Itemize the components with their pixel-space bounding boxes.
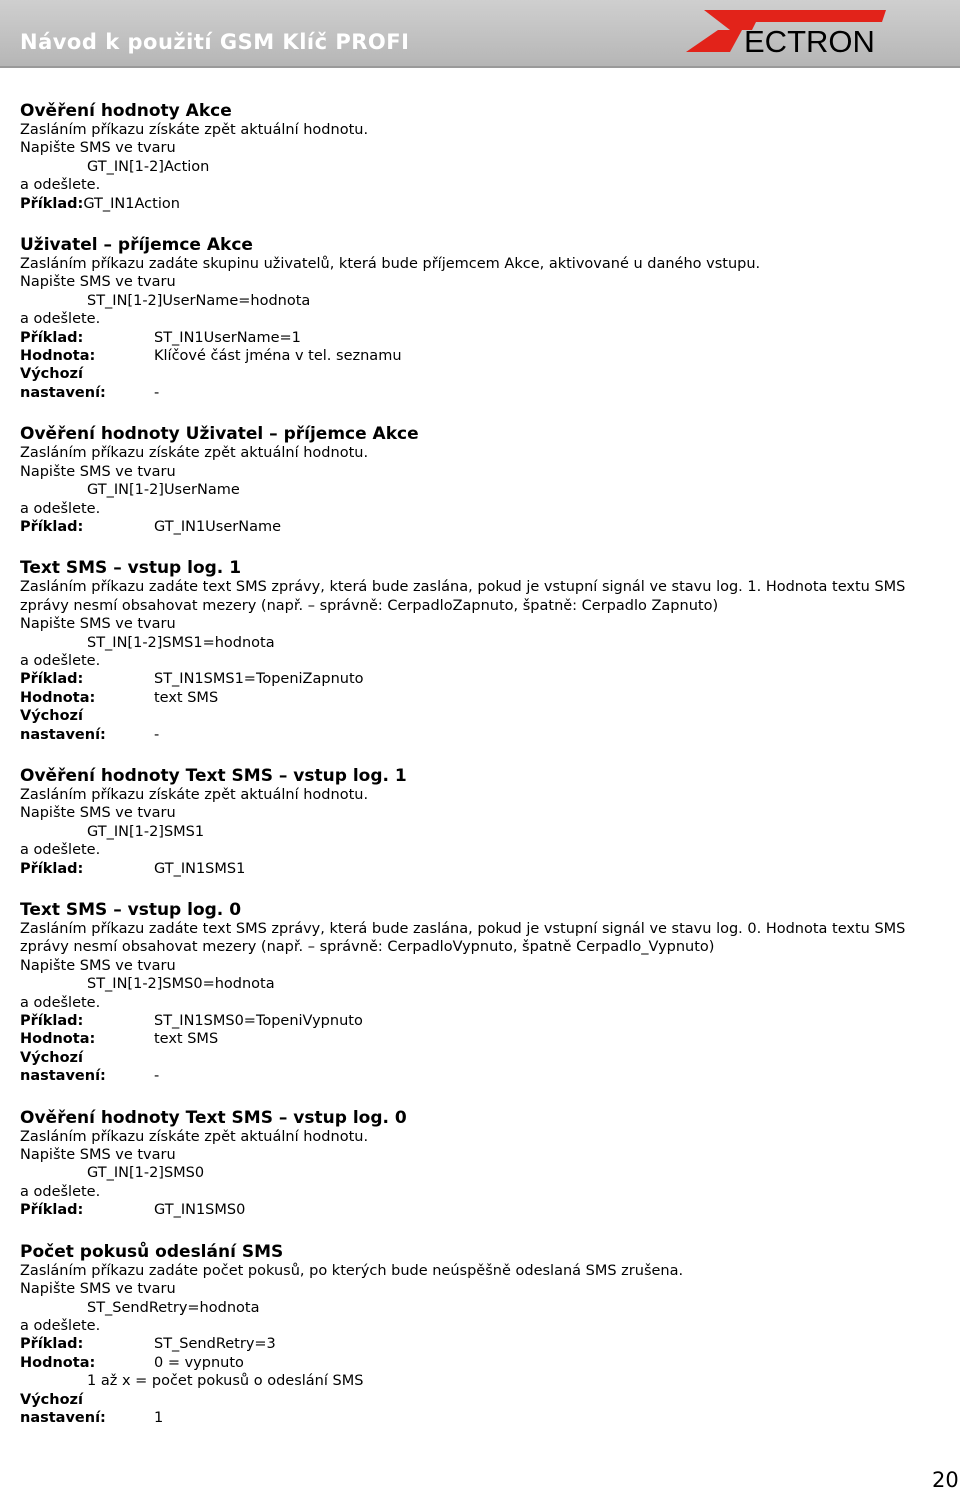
default-label: Výchozí	[20, 1049, 83, 1066]
section-title: Ověření hodnoty Text SMS – vstup log. 0	[20, 1107, 407, 1128]
document-body	[20, 101, 956, 1427]
example-label: Příklad:	[20, 860, 84, 877]
description: Zasláním příkazu získáte zpět aktuální hodnotu.	[20, 122, 369, 138]
value-label: Hodnota:	[20, 1354, 96, 1371]
example-row	[20, 329, 956, 347]
command: ST_IN[1-2]SMS0=hodnota	[87, 976, 275, 993]
value-label: Hodnota:	[20, 348, 96, 365]
sectron-logo	[686, 8, 886, 56]
instruction-send: a odešlete.	[20, 500, 101, 517]
instruction-send: a odešlete.	[20, 652, 101, 669]
command: GT_IN[1-2]UserName	[87, 482, 240, 499]
instruction-send: a odešlete.	[20, 842, 101, 859]
command: GT_IN[1-2]SMS1	[87, 823, 205, 840]
example-value: ST_IN1UserName=1	[154, 329, 301, 346]
section-title: Ověření hodnoty Uživatel – příjemce Akce	[20, 424, 419, 445]
page-header	[0, 0, 960, 68]
example-row	[20, 1012, 956, 1030]
section-send-retry	[20, 1242, 956, 1428]
value-text-2: 1 až x = počet pokusů o odeslání SMS	[87, 1373, 364, 1390]
default-row	[20, 384, 956, 402]
command: ST_SendRetry=hodnota	[87, 1299, 260, 1316]
example-label: Příklad:	[20, 518, 84, 535]
example-row	[20, 670, 956, 688]
description: Zasláním příkazu získáte zpět aktuální hodnotu.	[20, 1128, 369, 1145]
instruction: Napište SMS ve tvaru	[20, 140, 176, 157]
instruction-send: a odešlete.	[20, 311, 101, 328]
instruction: Napište SMS ve tvaru	[20, 957, 176, 974]
description: Zasláním příkazu získáte zpět aktuální hodnotu.	[20, 445, 369, 462]
page-number: 20	[932, 1468, 959, 1492]
value-text: Klíčové část jména v tel. seznamu	[154, 348, 402, 365]
value-text: text SMS	[154, 689, 219, 706]
example-value: GT_IN1Action	[83, 195, 180, 212]
section-title: Ověření hodnoty Text SMS – vstup log. 1	[20, 765, 407, 786]
value-row	[20, 689, 956, 707]
description: Zasláním příkazu zadáte text SMS zprávy, která bude zaslána, pokud je vstupní signál ve stavu log. 1. Hodnota textu SMS zprávy nesmí obsahovat mezery (např. – správně: CerpadloZapnuto, špatně: Cerpadlo Zapnuto)	[20, 579, 906, 614]
section-text-sms-1	[20, 558, 956, 744]
default-value: 1	[154, 1409, 164, 1426]
example-label: Příklad:	[20, 1202, 84, 1219]
command: ST_IN[1-2]SMS1=hodnota	[87, 634, 275, 651]
value-text: 0 = vypnuto	[154, 1354, 244, 1371]
example-row	[20, 1201, 956, 1219]
section-verify-user	[20, 424, 956, 536]
instruction: Napište SMS ve tvaru	[20, 1281, 176, 1298]
default-row	[20, 1409, 956, 1427]
example-label: Příklad:	[20, 1013, 84, 1030]
value-label: Hodnota:	[20, 689, 96, 706]
value-row	[20, 1030, 956, 1048]
command: GT_IN[1-2]Action	[87, 158, 210, 175]
default-row	[20, 726, 956, 744]
default-label-2: nastavení:	[20, 1409, 106, 1426]
document-title: Návod k použití GSM Klíč PROFI	[20, 30, 410, 54]
description: Zasláním příkazu získáte zpět aktuální hodnotu.	[20, 786, 369, 803]
example-value: ST_IN1SMS0=TopeniVypnuto	[154, 1013, 363, 1030]
default-label: Výchozí	[20, 366, 83, 383]
default-row	[20, 1067, 956, 1085]
default-label-2: nastavení:	[20, 384, 106, 401]
description: Zasláním příkazu zadáte skupinu uživatelů, která bude příjemcem Akce, aktivované u daného vstupu.	[20, 256, 761, 273]
instruction-send: a odešlete.	[20, 994, 101, 1011]
section-title: Text SMS – vstup log. 1	[20, 558, 242, 579]
default-label-2: nastavení:	[20, 1068, 106, 1085]
instruction: Napište SMS ve tvaru	[20, 463, 176, 480]
instruction-send: a odešlete.	[20, 1317, 101, 1334]
example-row	[20, 860, 956, 878]
value-row	[20, 347, 956, 365]
section-verify-text-sms-1	[20, 766, 956, 878]
instruction: Napište SMS ve tvaru	[20, 805, 176, 822]
section-user-recipient	[20, 235, 956, 402]
value-row	[20, 1354, 956, 1372]
command: ST_IN[1-2]UserName=hodnota	[87, 292, 311, 309]
example-value: ST_IN1SMS1=TopeniZapnuto	[154, 671, 364, 688]
section-title: Uživatel – příjemce Akce	[20, 235, 253, 256]
example-row	[20, 1335, 956, 1353]
example-line	[20, 195, 956, 213]
default-value: -	[154, 1068, 160, 1085]
example-value: ST_SendRetry=3	[154, 1336, 276, 1353]
instruction: Napište SMS ve tvaru	[20, 274, 176, 291]
instruction: Napište SMS ve tvaru	[20, 1147, 176, 1164]
example-value: GT_IN1SMS0	[154, 1202, 246, 1219]
example-label: Příklad:	[20, 195, 84, 212]
default-label: Výchozí	[20, 708, 83, 725]
default-value: -	[154, 384, 160, 401]
section-title: Počet pokusů odeslání SMS	[20, 1241, 284, 1262]
example-label: Příklad:	[20, 671, 84, 688]
logo-text: ECTRON	[744, 24, 875, 56]
example-value: GT_IN1SMS1	[154, 860, 246, 877]
description: Zasláním příkazu zadáte počet pokusů, po kterých bude neúspěšně odeslaná SMS zrušena.	[20, 1262, 684, 1279]
section-text-sms-0	[20, 900, 956, 1086]
section-verify-action	[20, 101, 956, 213]
section-title: Ověření hodnoty Akce	[20, 101, 232, 121]
example-value: GT_IN1UserName	[154, 518, 282, 535]
instruction-send: a odešlete.	[20, 177, 101, 194]
example-label: Příklad:	[20, 329, 84, 346]
example-label: Příklad:	[20, 1336, 84, 1353]
instruction: Napište SMS ve tvaru	[20, 616, 176, 633]
section-title: Text SMS – vstup log. 0	[20, 900, 242, 920]
value-label: Hodnota:	[20, 1031, 96, 1048]
instruction-send: a odešlete.	[20, 1183, 101, 1200]
description: Zasláním příkazu zadáte text SMS zprávy, která bude zaslána, pokud je vstupní signál ve stavu log. 0. Hodnota textu SMS zprávy nesmí obsahovat mezery (např. – správně: CerpadloVypnuto, špatně Cerpadlo_Vypnuto)	[20, 921, 906, 956]
default-label: Výchozí	[20, 1391, 83, 1408]
example-row	[20, 518, 956, 536]
default-value: -	[154, 726, 160, 743]
command: GT_IN[1-2]SMS0	[87, 1165, 205, 1182]
section-verify-text-sms-0	[20, 1108, 956, 1220]
default-label-2: nastavení:	[20, 726, 106, 743]
value-text: text SMS	[154, 1031, 219, 1048]
